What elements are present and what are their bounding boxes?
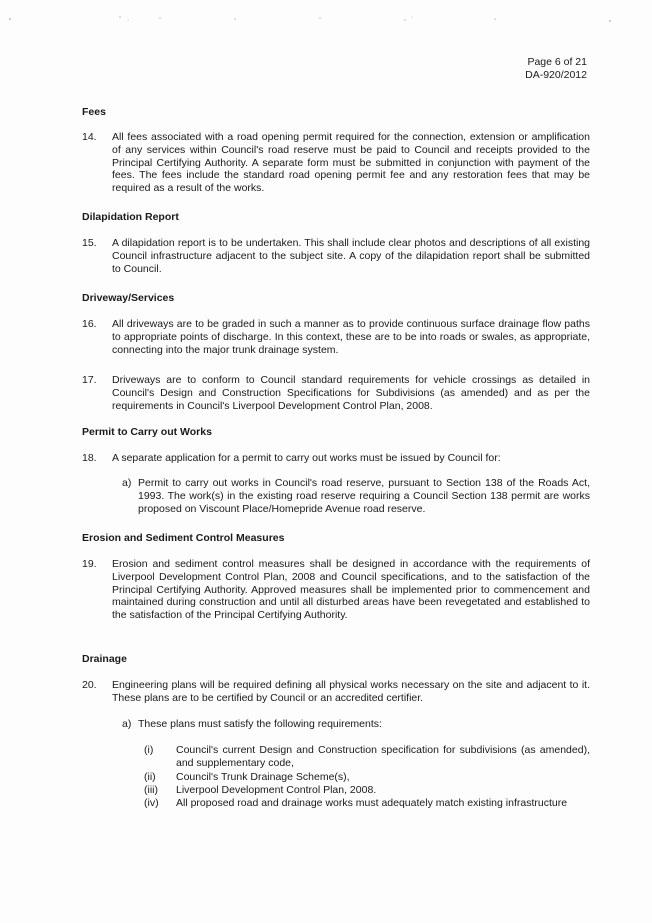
- condition-number: 16.: [82, 318, 97, 330]
- requirement-text: Liverpool Development Control Plan, 2008.: [176, 784, 377, 796]
- condition-text: All driveways are to be graded in such a manner as to provide continuous surface drainage flow paths to appropriate points of discharge. In this context, these are to be into roads or swales, as appropriate, connecting into the major trunk drainage system.: [112, 318, 590, 356]
- condition-number: 14.: [82, 131, 97, 143]
- roman-label: (iv): [144, 797, 159, 809]
- sub-item-label: a): [122, 718, 132, 730]
- condition-number: 20.: [82, 679, 97, 691]
- heading-erosion-sediment-control: Erosion and Sediment Control Measures: [82, 532, 285, 544]
- condition-text: Erosion and sediment control measures shall be designed in accordance with the requirements of Liverpool Development Control Plan, 2008 and Council specifications, and to the satisfaction of the Principal Certifying Authority. Approved measures shall be implemented prior to commencement and maintained during construction and until all disturbed areas have been revegetated and established to the satisfaction of the Principal Certifying Authority.: [112, 558, 590, 622]
- page-number: Page 6 of 21: [527, 56, 587, 68]
- heading-fees: Fees: [82, 106, 106, 118]
- reference-number: DA-920/2012: [525, 69, 587, 81]
- condition-text: A separate application for a permit to carry out works must be issued by Council for:: [112, 452, 501, 464]
- scan-specks: [0, 14, 652, 24]
- requirement-text: Council's current Design and Construction specification for subdivisions (as amended), and supplementary code,: [176, 744, 590, 769]
- heading-permit-to-carry-out-works: Permit to Carry out Works: [82, 426, 212, 438]
- page-header: [525, 56, 587, 82]
- condition-number: 15.: [82, 237, 97, 249]
- condition-text: Engineering plans will be required defining all physical works necessary on the site and adjacent to it. These plans are to be certified by Council or an accredited certifier.: [112, 679, 590, 704]
- condition-number: 19.: [82, 558, 97, 570]
- sub-item-label: a): [122, 477, 132, 489]
- roman-label: (i): [144, 744, 154, 756]
- heading-dilapidation-report: Dilapidation Report: [82, 211, 179, 223]
- condition-text: A dilapidation report is to be undertaken. This shall include clear photos and descriptions of all existing Council infrastructure adjacent to the subject site. A copy of the dilapidation report shall be submitted to Council.: [112, 237, 590, 275]
- condition-number: 17.: [82, 374, 97, 386]
- sub-item-text: Permit to carry out works in Council's road reserve, pursuant to Section 138 of the Roads Act, 1993. The work(s) in the existing road reserve requiring a Council Section 138 permit are works proposed on Viscount Place/Homepride Avenue road reserve.: [138, 477, 590, 515]
- condition-text: All fees associated with a road opening permit required for the connection, extension or amplification of any services within Council's road reserve must be paid to Council and receipts provided to the Principal Certifying Authority. A separate form must be submitted in conjunction with payment of the fees. The fees include the standard road opening permit fee and any restoration fees that may be required as a result of the works.: [112, 131, 590, 195]
- condition-text: Driveways are to conform to Council standard requirements for vehicle crossings as detailed in Council's Design and Construction Specifications for Subdivisions (as amended) and as per the requirements in Council's Liverpool Development Control Plan, 2008.: [112, 374, 590, 412]
- roman-label: (iii): [144, 784, 158, 796]
- sub-item-text: These plans must satisfy the following requirements:: [138, 718, 382, 730]
- requirement-text: All proposed road and drainage works must adequately match existing infrastructure: [176, 797, 568, 809]
- condition-number: 18.: [82, 452, 97, 464]
- heading-drainage: Drainage: [82, 653, 127, 665]
- roman-label: (ii): [144, 771, 156, 783]
- requirement-text: Council's Trunk Drainage Scheme(s),: [176, 771, 350, 783]
- heading-driveway-services: Driveway/Services: [82, 292, 175, 304]
